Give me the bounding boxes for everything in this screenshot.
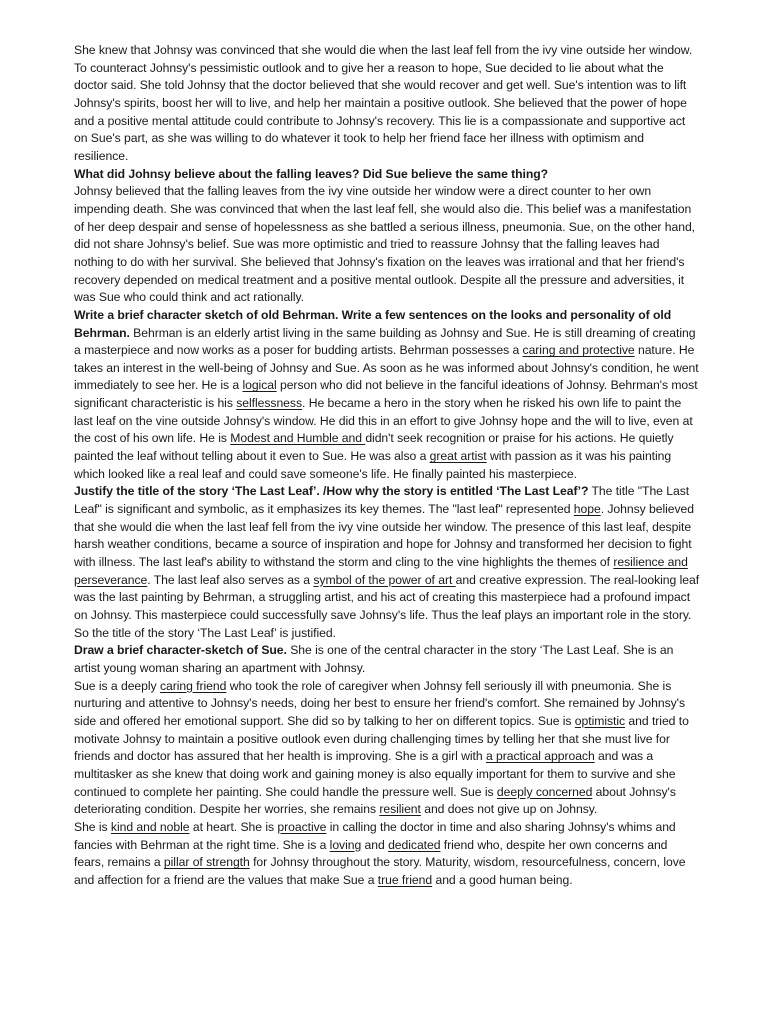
- title-section: [74, 483, 700, 642]
- answer-text: friend who, despite her own concerns and fears, remains a: [74, 837, 668, 870]
- question-behrman: Write a brief character sketch of old Behrman. Write a few sentences on the looks and personality of old Behrman.: [74, 307, 672, 340]
- answer-falling-leaves: Johnsy believed that the falling leaves from the ivy vine outside her window were a direct counter to her own impending death. She was convinced that when the last leaf fell, she would also die. This belief was a manifestation of her deep despair and sense of hopelessness as she battled a serious illness, pneumonia. Sue, on the other hand, did not share Johnsy's belief. Sue was more optimistic and tried to reassure Johnsy that the falling leaves had nothing to do with her survival. She believed that Johnsy's fixation on the leaves was irrational and that her friend's recovery depended on medical treatment and a positive mental outlook. Despite all the pressure and adversities, it was Sue who could think and act rationally.: [74, 184, 696, 305]
- answer-text: . He became a hero in the story when he risked his own life to paint the last leaf on the vine outside Johnsy's window. He did this in an effort to give Johnsy hope and the will to live, even at the cost of his own life. He is: [74, 396, 693, 446]
- answer-text: who took the role of caregiver when Johnsy fell seriously ill with pneumonia. She is nurturing and attentive to Johnsy's needs, doing her best to ensure her friend's comfort. She remained by Johnsy's side and offered her emotional support. She did so by talking to her on different topics. Sue is: [74, 678, 686, 728]
- underlined-trait: resilient: [379, 802, 421, 817]
- answer-text: Behrman is an elderly artist living in the same building as Johnsy and Sue. He is still dreaming of creating a masterpiece and now works as a poser for budding artists. Behrman possesses a: [74, 325, 696, 358]
- answer-text: . The last leaf also serves as a: [147, 572, 314, 587]
- sue-caring-paragraph: [74, 678, 700, 819]
- underlined-theme: hope: [573, 502, 601, 517]
- document-page: [74, 42, 700, 890]
- underlined-theme: symbol of the power of art: [313, 572, 456, 587]
- underlined-trait: deeply concerned: [496, 784, 593, 799]
- underlined-trait: optimistic: [574, 713, 626, 728]
- underlined-trait: caring and protective: [522, 343, 635, 358]
- underlined-trait: selflessness: [236, 396, 303, 411]
- underlined-trait: great artist: [429, 449, 487, 464]
- question-falling-leaves: What did Johnsy believe about the falling leaves? Did Sue believe the same thing?: [74, 166, 549, 181]
- question-sue: Draw a brief character-sketch of Sue.: [74, 643, 287, 658]
- answer-text: about Johnsy's deteriorating condition. Despite her worries, she remains: [74, 784, 676, 817]
- answer-text: at heart. She is: [189, 819, 278, 834]
- underlined-trait: true friend: [377, 872, 433, 887]
- underlined-trait: Modest and Humble and: [230, 431, 366, 446]
- underlined-trait: kind and noble: [110, 819, 190, 834]
- answer-text: didn't seek recognition or praise for his actions. He quietly painted the leaf without telling about it even to Sue. He was also a: [74, 431, 674, 464]
- answer-text: and does not give up on Johnsy.: [420, 802, 598, 817]
- answer-text: nature. He takes an interest in the well-being of Johnsy and Sue. As soon as he was informed about Johnsy's condition, he went immediately to see her. He is a: [74, 343, 699, 393]
- answer-text: person who did not believe in the fanciful ideations of Johnsy. Behrman's most significant characteristic is his: [74, 378, 698, 411]
- answer-text: and a good human being.: [432, 872, 573, 887]
- underlined-trait: loving: [329, 837, 362, 852]
- answer-text: The title "The Last Leaf" is significant and symbolic, as it emphasizes its key themes. The "last leaf" represented: [74, 484, 690, 517]
- underlined-trait: logical: [242, 378, 277, 393]
- answer-text: in calling the doctor in time and also sharing Johnsy's whims and fancies with Behrman at the right time. She is a: [74, 819, 676, 852]
- answer-text: She is: [74, 819, 111, 834]
- paragraph-sue-lie: She knew that Johnsy was convinced that she would die when the last leaf fell from the ivy vine outside her window. To counteract Johnsy's pessimistic outlook and to give her a reason to hope, Sue decided to lie about what the doctor said. She told Johnsy that the doctor believed that she would recover and get well. Sue's intention was to lift Johnsy's spirits, boost her will to live, and help her maintain a positive outlook. She believed that the power of hope and a positive mental attitude could contribute to Johnsy's recovery. This lie is a compassionate and supportive act on Sue's part, as she was willing to do whatever it took to help her friend face her illness with optimism and resilience.: [74, 43, 693, 163]
- answer-text: and tried to motivate Johnsy to maintain a positive outlook even during challenging times by telling her that she must live for friends and doctor has assured that her health is improving. She is a girl with: [74, 713, 689, 764]
- answer-text: and creative expression. The real-looking leaf was the last painting by Behrman, a struggling artist, and his act of creating this masterpiece had a profound impact on Johnsy. This masterpiece could successfully save Johnsy's life. Thus the leaf plays an important role in the story. So the title of the story ‘The Last Leaf’ is justified.: [74, 572, 700, 640]
- answer-text: She is one of the central character in the story ‘The Last Leaf. She is an artist young woman sharing an apartment with Johnsy.: [74, 643, 674, 675]
- answer-text: with passion as it was his painting which looked like a real leaf and could save someone's life. He finally painted his masterpiece.: [74, 449, 672, 481]
- underlined-trait: dedicated: [388, 837, 441, 852]
- underlined-trait: proactive: [277, 819, 327, 834]
- behrman-section: [74, 307, 700, 484]
- answer-text: . Johnsy believed that she would die when the last leaf fell from the ivy vine outside her window. The presence of this last leaf, despite harsh weather conditions, became a source of inspiration and hope for Johnsy and transformed her decision to fight with illness. The last leaf's ability to withstand the storm and cling to the vine highlights the themes of: [74, 502, 695, 570]
- underlined-trait: a practical approach: [485, 749, 595, 764]
- answer-text: for Johnsy throughout the story. Maturity, wisdom, resourcefulness, concern, love and affection for a friend are the values that make Sue a: [74, 855, 686, 887]
- question-title: Justify the title of the story ‘The Last Leaf’. /How why the story is entitled ‘The Last Leaf’?: [74, 484, 589, 499]
- underlined-trait: caring friend: [159, 678, 227, 693]
- sue-intro-section: [74, 642, 700, 677]
- answer-text: and: [361, 837, 389, 852]
- answer-text: Sue is a deeply: [74, 678, 160, 693]
- underlined-trait: pillar of strength: [163, 855, 250, 870]
- underlined-theme: resilience and perseverance: [74, 555, 688, 587]
- sue-kind-paragraph: [74, 819, 700, 890]
- answer-text: and was a multitasker as she knew that doing work and gaining money is also equally important for them to survive and she continued to complete her painting. She could handle the pressure well. Sue is: [74, 749, 676, 799]
